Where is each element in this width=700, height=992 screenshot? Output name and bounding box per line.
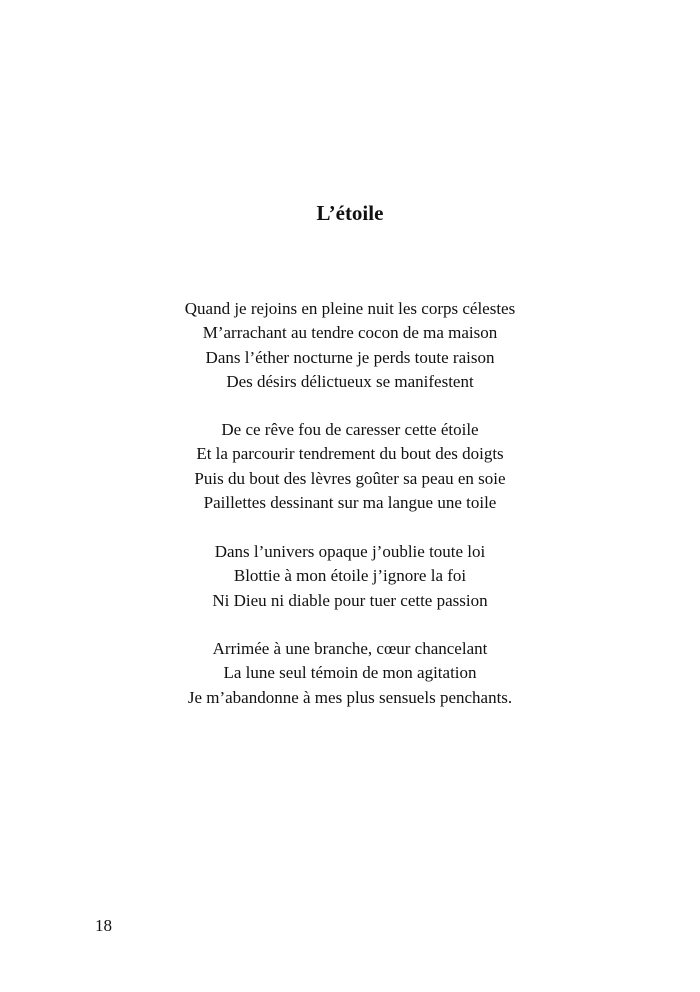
verse-line: Arrimée à une branche, cœur chancelant: [212, 639, 488, 658]
verse-line: Paillettes dessinant sur ma langue une toile: [203, 492, 497, 512]
page-number: 18: [95, 916, 112, 935]
verse-line: Quand je rejoins en pleine nuit les corps célestes: [184, 299, 516, 318]
verse-line: De ce rêve fou de caresser cette étoile: [221, 420, 479, 439]
stanza-1: [0, 297, 700, 394]
verse-line: Je m’abandonne à mes plus sensuels penchants.: [187, 687, 513, 707]
verse-line: La lune seul témoin de mon agitation: [223, 663, 477, 683]
stanza-2: [0, 418, 700, 515]
stanza-3: [0, 540, 700, 613]
stanza-4: [0, 637, 700, 710]
verse-line: Dans l’univers opaque j’oublie toute loi: [214, 542, 486, 561]
verse-line: Puis du bout des lèvres goûter sa peau en soie: [194, 468, 506, 488]
verse-line: Blottie à mon étoile j’ignore la foi: [233, 566, 467, 586]
poem-title: L’étoile: [316, 201, 384, 225]
verse-line: Et la parcourir tendrement du bout des doigts: [196, 444, 504, 464]
verse-line: M’arrachant au tendre cocon de ma maison: [202, 323, 498, 343]
verse-line: Dans l’éther nocturne je perds toute raison: [205, 347, 495, 367]
verse-line: Des désirs délictueux se manifestent: [226, 371, 474, 391]
verse-line: Ni Dieu ni diable pour tuer cette passion: [212, 590, 488, 610]
